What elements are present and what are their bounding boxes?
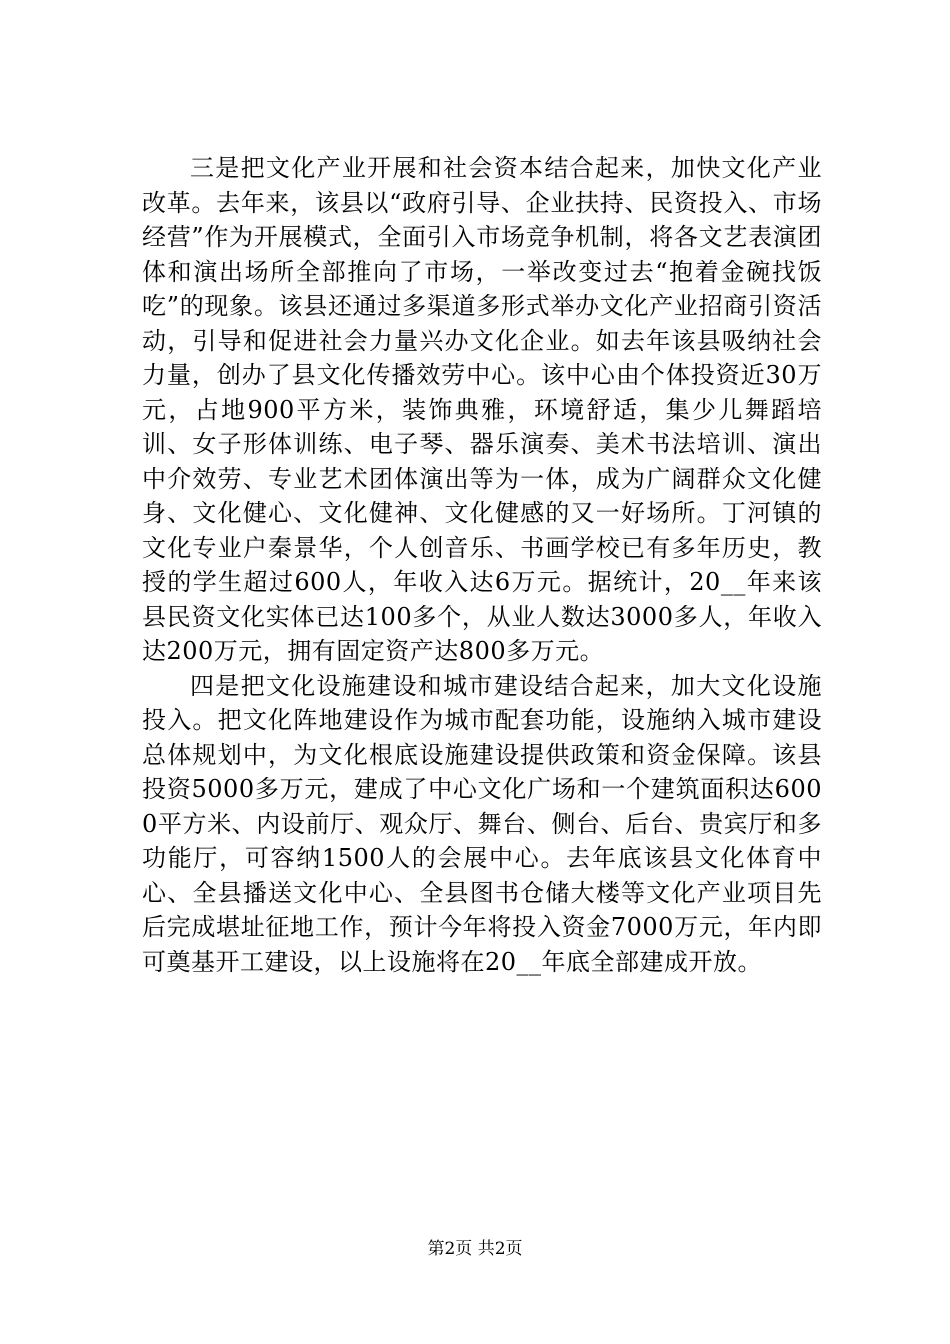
paragraph-culture-facilities: 四是把文化设施建设和城市建设结合起来，加大文化设施投入。把文化阵地建设作为城市配套功能，设施纳入城市建设总体规划中，为文化根底设施建设提供政策和资金保障。该县投资5000多万元，建成了中心文化广场和一个建筑面积达6000平方米、内设前厅、观众厅、舞台、侧台、后台、贵宾厅和多功能厅，可容纳1500人的会展中心。去年底该县文化体育中心、全县播送文化中心、全县图书仓储大楼等文化产业项目先后完成堪址征地工作，预计今年将投入资金7000万元，年内即可奠基开工建设，以上设施将在20__年底全部建成开放。 — [142, 671, 822, 976]
page-number-footer: 第2页 共2页 — [427, 1239, 523, 1259]
document-body — [142, 151, 822, 979]
paragraph-culture-industry: 三是把文化产业开展和社会资本结合起来，加快文化产业改革。去年来，该县以“政府引导、企业扶持、民资投入、市场经营”作为开展模式，全面引入市场竞争机制，将各文艺表演团体和演出场所全部推向了市场，一举改变过去“抱着金碗找饭吃”的现象。该县还通过多渠道多形式举办文化产业招商引资活动，引导和促进社会力量兴办文化企业。如去年该县吸纳社会力量，创办了县文化传播效劳中心。该中心由个体投资近30万元，占地900平方米，装饰典雅，环境舒适，集少儿舞蹈培训、女子形体训练、电子琴、器乐演奏、美术书法培训、演出中介效劳、专业艺术团体演出等为一体，成为广阔群众文化健身、文化健心、文化健神、文化健感的又一好场所。丁河镇的文化专业户秦景华，个人创音乐、书画学校已有多年历史，教授的学生超过600人，年收入达6万元。据统计，20__年来该县民资文化实体已达100多个，从业人数达3000多人，年收入达200万元，拥有固定资产达800多万元。 — [142, 154, 822, 665]
